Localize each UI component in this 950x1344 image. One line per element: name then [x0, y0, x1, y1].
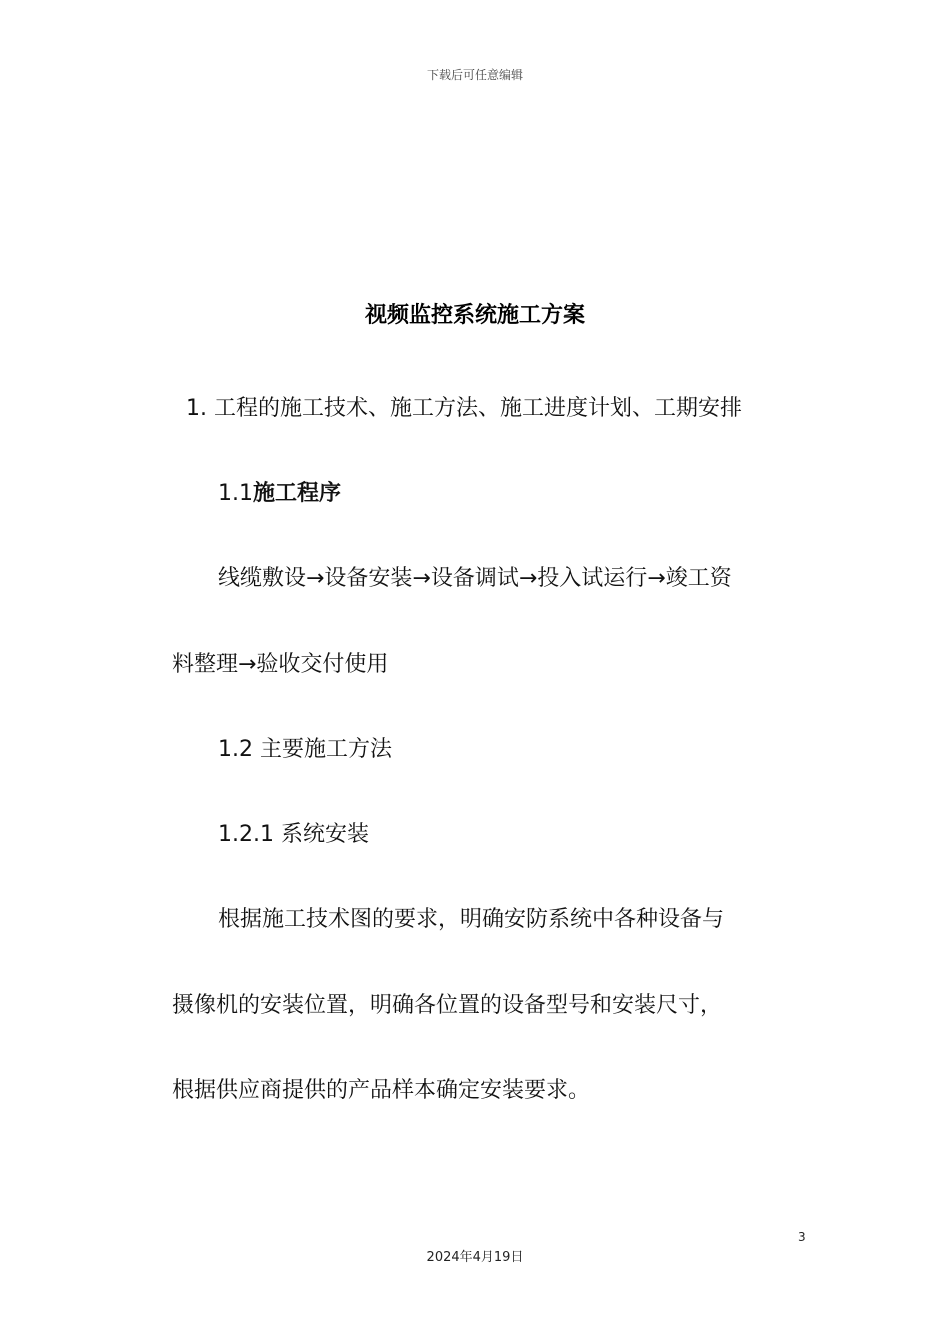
- section-1-1-heading: [218, 479, 341, 509]
- section-1-1-title: 施工程序: [253, 481, 342, 506]
- paragraph-line-3: 根据供应商提供的产品样本确定安装要求。: [172, 1078, 591, 1103]
- section-1-2-heading: 1.2 主要施工方法: [218, 737, 392, 762]
- document-title: 视频监控系统施工方案: [364, 303, 585, 328]
- section-1-heading: 1. 工程的施工技术、施工方法、施工进度计划、工期安排: [186, 396, 742, 421]
- paragraph-line-1: 根据施工技术图的要求，明确安防系统中各种设备与: [218, 907, 725, 932]
- procedure-line-1: 线缆敷设→设备安装→设备调试→投入试运行→竣工资: [218, 566, 732, 591]
- header-note: 下载后可任意编辑: [426, 68, 523, 82]
- page-number: 3: [798, 1230, 806, 1244]
- footer-date: 2024年4月19日: [426, 1250, 524, 1265]
- section-1-2-1-heading: 1.2.1 系统安装: [218, 822, 369, 847]
- paragraph-line-2: 摄像机的安装位置，明确各位置的设备型号和安装尺寸，: [172, 993, 723, 1018]
- section-1-1-number: 1.1: [218, 481, 253, 506]
- procedure-line-2: 料整理→验收交付使用: [172, 652, 389, 677]
